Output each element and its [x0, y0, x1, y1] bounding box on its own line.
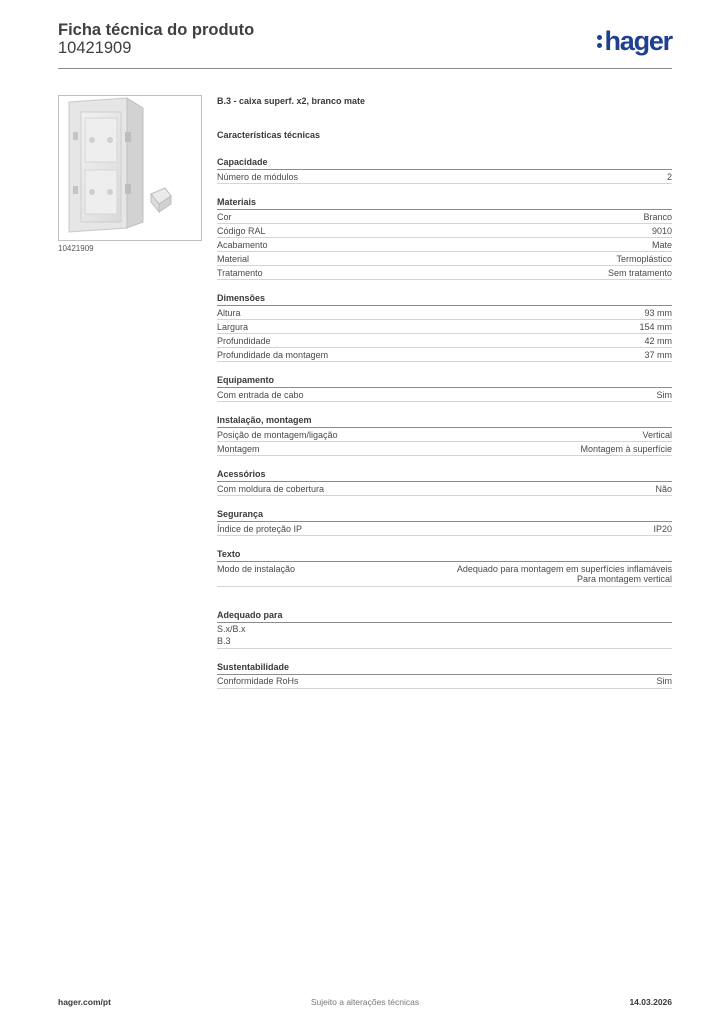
header-divider: [58, 68, 672, 69]
spec-value: 2: [666, 171, 672, 182]
spec-row: [217, 320, 672, 334]
section-accessories: [217, 468, 672, 496]
section-installation: [217, 414, 672, 456]
suitable-item: S.x/B.x: [217, 624, 246, 634]
spec-row: [217, 224, 672, 238]
product-image: [58, 95, 202, 241]
spec-row: [217, 522, 672, 536]
section-title: Acessórios: [217, 468, 672, 482]
spec-value-line: Para montagem vertical: [576, 574, 672, 584]
spec-value: Branco: [643, 211, 672, 222]
section-title: Texto: [217, 548, 672, 562]
spec-label: Montagem: [217, 443, 260, 454]
section-safety: [217, 508, 672, 536]
page-footer: [58, 997, 672, 1011]
section-equipment: [217, 374, 672, 402]
hager-logo[interactable]: [597, 26, 672, 56]
section-suitable-for: [217, 609, 672, 649]
spec-label: Índice de proteção IP: [217, 523, 303, 534]
section-capacity: [217, 156, 672, 184]
logo-wordmark: hager: [604, 26, 672, 56]
spec-row: [217, 428, 672, 442]
section-dimensions: [217, 292, 672, 362]
section-sustainability: [217, 661, 672, 689]
spec-value: Sem tratamento: [607, 267, 672, 278]
spec-row: [217, 675, 672, 689]
spec-value: Montagem à superfície: [580, 443, 672, 454]
spec-label: Modo de instalação: [217, 563, 296, 574]
spec-content: [217, 96, 672, 689]
spec-row: [217, 562, 672, 587]
section-title: Sustentabilidade: [217, 661, 672, 675]
product-photo-icon: [59, 96, 201, 240]
spec-row: [217, 252, 672, 266]
spec-row: [217, 170, 672, 184]
section-title: Capacidade: [217, 156, 672, 170]
spec-row: [217, 442, 672, 456]
footer-website-link[interactable]: hager.com/pt: [58, 997, 111, 1007]
spec-value: 154 mm: [639, 321, 672, 332]
spec-row: [217, 334, 672, 348]
spec-value: Mate: [651, 239, 672, 250]
spec-label: Conformidade RoHs: [217, 676, 299, 686]
product-description: B.3 - caixa superf. x2, branco mate: [217, 96, 366, 106]
spec-row: [217, 348, 672, 362]
spec-value: 9010: [651, 225, 672, 236]
technical-characteristics-heading: Características técnicas: [217, 130, 321, 140]
spec-label: Altura: [217, 307, 241, 318]
spec-row: [217, 210, 672, 224]
spec-label: Cor: [217, 211, 232, 222]
spec-label: Número de módulos: [217, 171, 299, 182]
suitable-item: B.3: [217, 635, 672, 649]
spec-row: [217, 482, 672, 496]
spec-label: Profundidade da montagem: [217, 349, 329, 360]
section-text: [217, 548, 672, 587]
spec-label: Com moldura de cobertura: [217, 483, 325, 494]
section-title: Dimensões: [217, 292, 672, 306]
product-number: 10421909: [58, 39, 132, 57]
spec-label: Largura: [217, 321, 249, 332]
spec-value: Termoplástico: [616, 253, 672, 264]
logo-dots-icon: [597, 35, 602, 48]
spec-label: Com entrada de cabo: [217, 389, 304, 400]
section-title: Adequado para: [217, 609, 672, 623]
section-title: Segurança: [217, 508, 672, 522]
section-title: Materiais: [217, 196, 672, 210]
section-title: Instalação, montagem: [217, 414, 672, 428]
section-materials: [217, 196, 672, 280]
spec-label: Posição de montagem/ligação: [217, 429, 338, 440]
spec-label: Acabamento: [217, 239, 268, 250]
spec-label: Código RAL: [217, 225, 266, 236]
page-title: Ficha técnica do produto: [58, 21, 255, 39]
spec-row: [217, 306, 672, 320]
spec-value-line: Adequado para montagem em superfícies inflamáveis: [456, 563, 672, 574]
section-title: Equipamento: [217, 374, 672, 388]
spec-value: 37 mm: [644, 349, 672, 360]
spec-value: Sim: [656, 676, 672, 686]
image-caption: 10421909: [58, 244, 94, 253]
page-header: [58, 21, 672, 69]
spec-value: Sim: [656, 389, 672, 400]
spec-row: [217, 388, 672, 402]
spec-label: Material: [217, 253, 250, 264]
spec-label: Profundidade: [217, 335, 271, 346]
spec-value: [457, 564, 672, 585]
spec-row: [217, 238, 672, 252]
footer-notice: Sujeito a alterações técnicas: [310, 997, 420, 1007]
spec-value: Não: [655, 483, 672, 494]
footer-date: 14.03.2026: [629, 997, 672, 1007]
spec-value: 42 mm: [644, 335, 672, 346]
spec-value: IP20: [653, 523, 672, 534]
spec-value: 93 mm: [644, 307, 672, 318]
spec-label: Tratamento: [217, 267, 263, 278]
spec-row: [217, 266, 672, 280]
spec-value: Vertical: [642, 429, 672, 440]
